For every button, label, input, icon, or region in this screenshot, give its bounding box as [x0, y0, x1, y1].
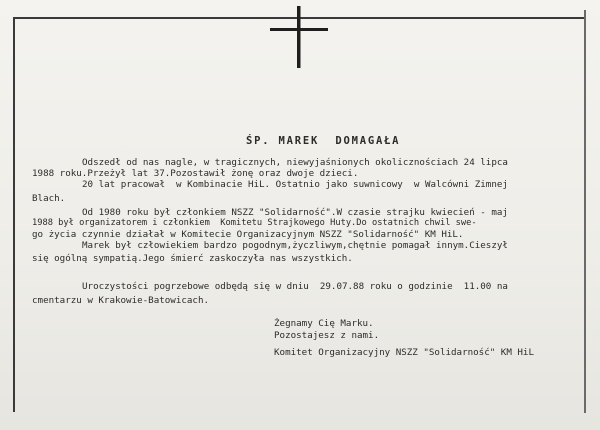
paragraph-line: 1988 roku.Przeżył lat 37.Pozostawił żonę oraz dwoje dzieci. [32, 168, 359, 179]
cross-icon [270, 6, 328, 68]
signoff-remain: Pozostajesz z nami. [274, 330, 380, 341]
paragraph-line: się ogólną sympatią.Jego śmierć zaskoczyła nas wszystkich. [32, 253, 353, 264]
paragraph-line: 20 lat pracował w Kombinacie HiL. Ostatnio jako suwnicowy w Walcówni Zimnej [82, 179, 508, 190]
paragraph-line: Uroczystości pogrzebowe odbędą się w dniu 29.07.88 roku o godzinie 11.00 na [82, 281, 508, 292]
signoff-farewell: Żegnamy Cię Marku. [274, 318, 374, 329]
paragraph-line: Blach. [32, 193, 66, 204]
signoff-committee: Komitet Organizacyjny NSZZ "Solidarność" KM HiL [274, 347, 534, 358]
left-border-line [13, 17, 15, 412]
paragraph-line: go życia czynnie działał w Komitecie Organizacyjnym NSZZ "Solidarność" KM HiL. [32, 229, 464, 240]
right-border-line [584, 10, 586, 413]
paragraph-line: cmentarzu w Krakowie-Batowicach. [32, 295, 210, 306]
paragraph-line: Marek był człowiekiem bardzo pogodnym,życzliwym,chętnie pomagał innym.Cieszył [82, 240, 508, 251]
obituary-title: ŚP. MAREK DOMAGAŁA [246, 135, 401, 147]
paragraph-line: 1988 był organizatorem i członkiem Komitetu Strajkowego Huty.Do ostatnich chwil swe- [32, 218, 477, 228]
paragraph-line: Odszedł od nas nagle, w tragicznych, niewyjaśnionych okolicznościach 24 lipca [82, 157, 508, 168]
paragraph-line: Od 1980 roku był członkiem NSZZ "Solidarność".W czasie strajku kwiecień - maj [82, 207, 508, 218]
